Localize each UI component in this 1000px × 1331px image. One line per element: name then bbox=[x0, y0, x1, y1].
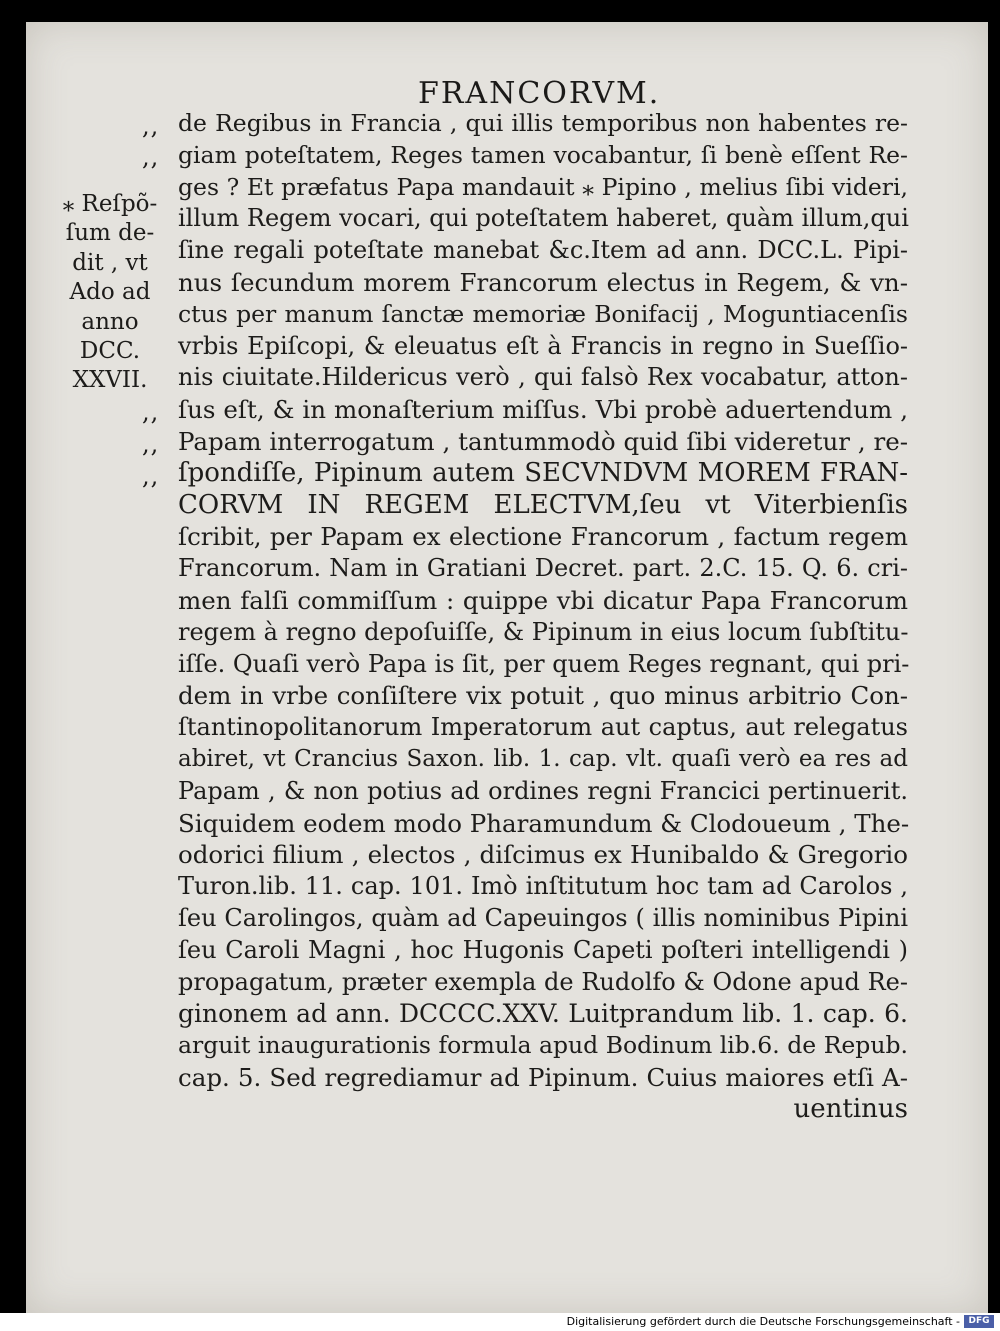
text-line: ſeu Caroli Magni , hoc Hugonis Capeti poſteri intelligendi ) bbox=[178, 935, 908, 964]
quote-mark: ,, bbox=[142, 398, 160, 426]
text-line: ges ? Et præfatus Papa mandauit ⁎ Pipino , melius ſibi videri, bbox=[178, 172, 908, 201]
margin-note-line: Ado ad bbox=[69, 279, 151, 306]
text-line: regem à regno depoſuiſſe, & Pipinum in eius locum ſubſtitu- bbox=[178, 617, 909, 646]
text-line: ſpondiſſe, Pipinum autem SECVNDVM MOREM FRAN- bbox=[178, 457, 908, 488]
digitization-credit: Digitalisierung gefördert durch die Deutsche Forschungsgemeinschaft - bbox=[566, 1315, 960, 1328]
text-line: illum Regem vocari, qui poteſtatem haberet, quàm illum,qui bbox=[178, 204, 909, 233]
text-line: dem in vrbe conſiſtere vix potuit , quo minus arbitrio Con- bbox=[178, 681, 908, 711]
quote-mark: ,, bbox=[142, 112, 160, 140]
text-line: nus ſecundum morem Francorum electus in Regem, & vn- bbox=[178, 267, 908, 297]
text-line: propagatum, præter exempla de Rudolfo & Odone apud Re- bbox=[178, 967, 908, 996]
text-line: ſine regali poteſtate manebat &c.Item ad ann. DCC.L. Pipi- bbox=[178, 236, 908, 265]
quote-mark: ,, bbox=[142, 143, 160, 171]
text-line: nis ciuitate.Hildericus verò , qui falsò Rex vocabatur, atton- bbox=[178, 363, 908, 392]
text-line: giam poteſtatem, Reges tamen vocabantur, ſi benè eſſent Re- bbox=[178, 140, 908, 169]
text-line: odorici filium , electos , diſcimus ex Hunibaldo & Gregorio bbox=[178, 840, 908, 870]
text-line: de Regibus in Francia , qui illis temporibus non habentes re- bbox=[178, 109, 908, 137]
text-line: CORVM IN REGEM ELECTVM,ſeu vt Viterbienſis bbox=[178, 489, 908, 520]
text-line: ſcribit, per Papam ex electione Francorum , factum regem bbox=[178, 522, 908, 552]
text-line: men falſi commiſſum : quippe vbi dicatur Papa Francorum bbox=[178, 585, 908, 615]
quote-mark: ,, bbox=[142, 462, 160, 490]
text-line: ſtantinopolitanorum Imperatorum aut captus, aut relegatus bbox=[178, 713, 908, 742]
text-line: Papam , & non potius ad ordines regni Francici pertinuerit. bbox=[178, 776, 908, 805]
text-line: ſeu Carolingos, quàm ad Capeuingos ( illis nominibus Pipini bbox=[178, 903, 908, 932]
dfg-logo: DFG bbox=[964, 1315, 994, 1328]
margin-note-line: dit , vt bbox=[72, 249, 148, 276]
text-line: Papam interrogatum , tantummodò quid ſibi videretur , re- bbox=[178, 426, 908, 456]
running-title: FRANCORVM. bbox=[418, 76, 661, 111]
text-line: ctus per manum ſanctæ memoriæ Bonifacij , Moguntiacenſis bbox=[178, 299, 908, 328]
margin-note-line: XXVII. bbox=[72, 367, 148, 394]
text-line: ſus eſt, & in monaſterium miſſus. Vbi probè aduertendum , bbox=[178, 395, 908, 425]
text-line: Turon.lib. 11. cap. 101. Imò inſtitutum hoc tam ad Carolos , bbox=[178, 872, 908, 901]
text-line: Francorum. Nam in Gratiani Decret. part. 2.C. 15. Q. 6. cri- bbox=[178, 554, 908, 583]
margin-note-line: anno bbox=[81, 308, 139, 335]
quote-mark: ,, bbox=[142, 430, 160, 458]
text-line: iſſe. Quaſi verò Papa is ſit, per quem Reges regnant, qui pri- bbox=[178, 649, 910, 678]
footer-bar bbox=[0, 1313, 1000, 1331]
text-line: uentinus bbox=[793, 1093, 908, 1124]
body-text bbox=[178, 108, 908, 1126]
text-line: Siquidem eodem modo Pharamundum & Clodoueum , The- bbox=[178, 808, 910, 838]
text-line: cap. 5. Sed regrediamur ad Pipinum. Cuius maiores etſi A- bbox=[178, 1062, 908, 1092]
text-line: abiret, vt Crancius Saxon. lib. 1. cap. vlt. quaſi verò ea res ad bbox=[178, 745, 908, 772]
text-line: vrbis Epiſcopi, & eleuatus eſt à Francis in regno in Sueſſio- bbox=[178, 331, 908, 360]
text-line: arguit inaugurationis formula apud Bodinum lib.6. de Repub. bbox=[178, 1031, 908, 1060]
margin-note-line: DCC. bbox=[79, 338, 141, 365]
text-line: ginonem ad ann. DCCCC.XXV. Luitprandum lib. 1. cap. 6. bbox=[178, 999, 908, 1029]
margin-note bbox=[60, 190, 160, 396]
margin-note-line: ſum de- bbox=[65, 220, 155, 247]
margin-note-line: ⁎ Reſpõ- bbox=[62, 191, 158, 217]
